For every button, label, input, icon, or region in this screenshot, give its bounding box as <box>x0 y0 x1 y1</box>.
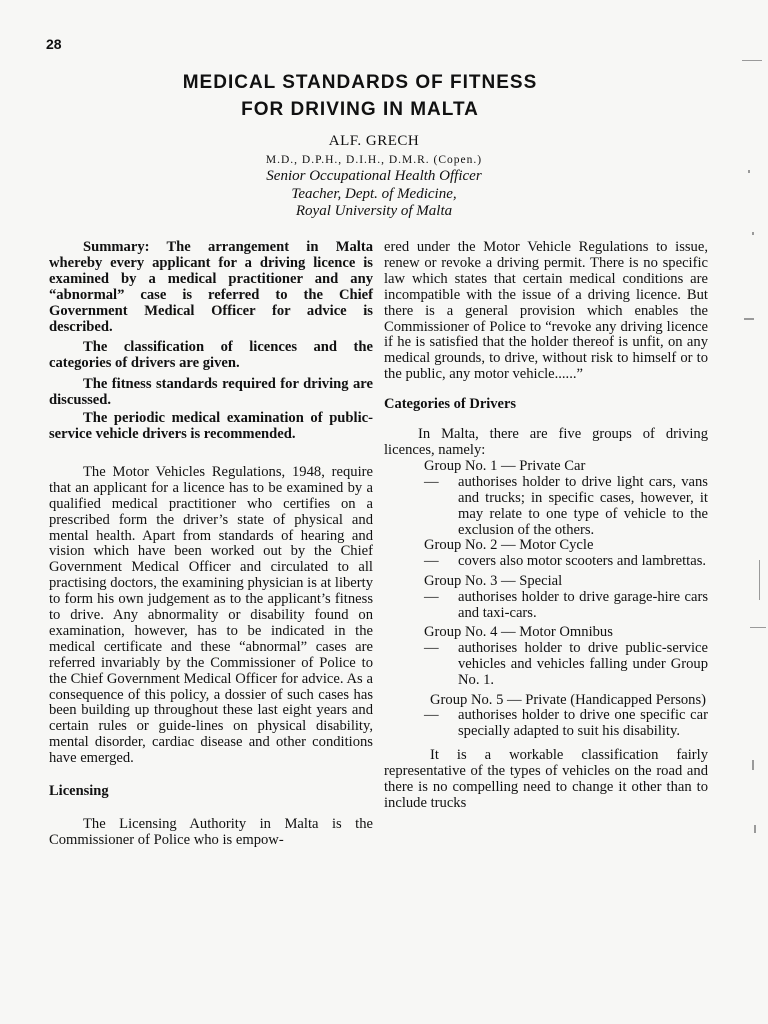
group-3 <box>384 574 708 622</box>
group-2-desc-text: covers also motor scooters and lambrettas. <box>458 553 707 570</box>
summary-paragraph: The fitness standards required for driving are discussed. <box>49 376 373 409</box>
scan-mark <box>754 825 756 833</box>
dash: — <box>424 589 439 606</box>
scan-mark <box>752 760 754 770</box>
left-column <box>49 240 373 849</box>
affiliation-line-2: Teacher, Dept. of Medicine, <box>291 186 457 202</box>
page-number: 28 <box>46 36 62 52</box>
author-degrees: M.D., D.P.H., D.I.H., D.M.R. (Copen.) <box>265 154 483 166</box>
group-5 <box>384 693 708 741</box>
closing-paragraph: It is a workable classification fairly representative of the types of vehicles on the road and there is no compelling need to change it other than to include trucks <box>384 747 708 811</box>
licensing-paragraph: The Licensing Authority in Malta is the Commissioner of Police who is empow- <box>49 816 373 848</box>
group-5-desc-text: authorises holder to drive one specific car specially adapted to suit his disability. <box>458 707 708 740</box>
group-1-description <box>384 475 708 539</box>
author-name: ALF. GRECH <box>328 133 420 149</box>
dash: — <box>424 553 439 570</box>
scan-margin-marks <box>738 0 768 1024</box>
article-title-line-1: MEDICAL STANDARDS OF FITNESS <box>182 72 538 93</box>
summary-paragraph: The periodic medical examination of public-service vehicle drivers is recommended. <box>49 410 373 442</box>
affiliation-line-1: Senior Occupational Health Officer <box>266 168 482 184</box>
group-4-description <box>384 641 708 689</box>
affiliation-line-3: Royal University of Malta <box>295 203 453 219</box>
group-1-desc-text: authorises holder to drive light cars, vans and trucks; in specific cases, however, it may relate to one type of vehicle to the exclusion of the others. <box>458 473 708 538</box>
summary <box>49 240 373 443</box>
group-3-title: Group No. 3 — Special <box>424 573 563 590</box>
article-title-line-2: FOR DRIVING IN MALTA <box>241 99 479 120</box>
scan-mark <box>752 232 754 235</box>
group-3-description <box>384 590 708 622</box>
categories-heading: Categories of Drivers <box>384 396 517 413</box>
group-5-description <box>384 708 708 740</box>
group-1 <box>384 459 708 539</box>
group-2-description <box>384 554 708 570</box>
dash: — <box>424 707 439 724</box>
intro-paragraph: The Motor Vehicles Regulations, 1948, require that an applicant for a licence has to be examined by a qualified medical practitioner who certifies on a prescribed form the driver’s state of physical and mental health. Apart from standards of hearing and vision which have been worked out by the Chief Government Medical Officer and circulated to all practising doctors, the examining physician is at liberty to form his own judgement as to the applicant’s fitness to drive. Any abnormality or disability found on examination, however, has to be indicated in the medical certificate and these “abnormal” cases are referred invariably by the Commissioner of Police to the Chief Government Medical Officer for advice. As a consequence of this policy, a dossier of such cases has been building up throughout these last eight years and certain rules or guide-lines on physical disability, mental disorder, cardiac disease and other conditions have emerged. <box>49 463 373 767</box>
group-2-title: Group No. 2 — Motor Cycle <box>424 537 594 554</box>
dash: — <box>424 473 439 490</box>
group-5-title: Group No. 5 — Private (Handicapped Persons) <box>430 691 707 708</box>
group-4-desc-text: authorises holder to drive public-service vehicles and vehicles falling under Group No. 1. <box>458 639 708 688</box>
group-4-title: Group No. 4 — Motor Omnibus <box>424 623 613 640</box>
scan-mark <box>759 560 760 600</box>
group-1-title: Group No. 1 — Private Car <box>424 457 586 474</box>
scan-mark <box>750 627 766 628</box>
group-2 <box>384 538 708 570</box>
group-3-desc-text: authorises holder to drive garage-hire cars and taxi-cars. <box>458 589 708 622</box>
scan-mark <box>744 318 754 320</box>
scan-mark <box>748 170 750 173</box>
summary-paragraph: Summary: The arrangement in Malta whereby every applicant for a driving licence is examined by a medical practitioner and any “abnormal” case is referred to the Chief Government Medical Officer for advice is described. <box>49 239 373 335</box>
summary-paragraph: The classification of licences and the categories of drivers are given. <box>49 339 373 372</box>
licensing-continued-paragraph: ered under the Motor Vehicle Regulations to issue, renew or revoke a driving permit. There is no specific law which states that certain medical conditions are incompatible with the issue of a driving licence. But there is a general provision which enables the Commissioner of Police to “revoke any driving licence if he is satisfied that the holder thereof is unfit, on any medical grounds, to drive, without risk to himself or to the public, any motor vehicle......” <box>384 239 708 383</box>
scan-mark <box>742 60 762 61</box>
categories-intro: In Malta, there are five groups of driving licences, namely: <box>384 426 708 458</box>
licensing-heading: Licensing <box>49 783 109 800</box>
right-column <box>384 240 708 812</box>
group-4 <box>384 625 708 689</box>
dash: — <box>424 639 439 656</box>
